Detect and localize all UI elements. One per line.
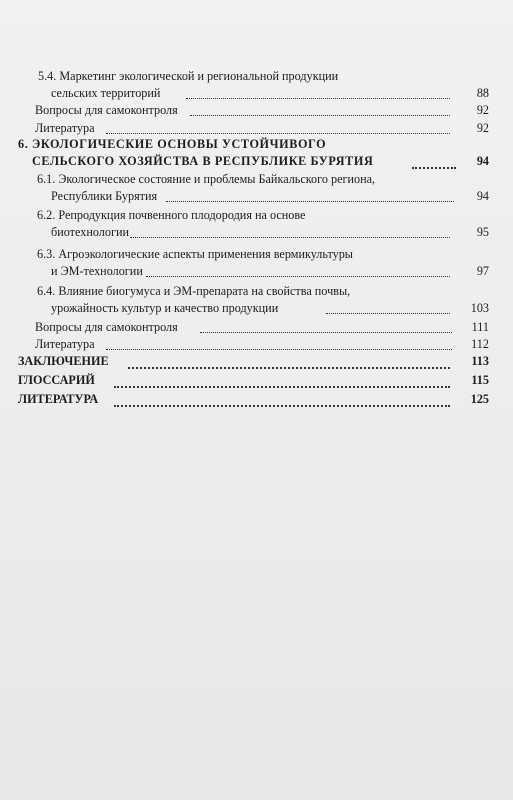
toc-leader-dots bbox=[412, 167, 456, 169]
toc-leader-dots bbox=[128, 367, 450, 369]
toc-entry-title-cont: Республики Бурятия bbox=[51, 189, 158, 203]
toc-entry-title-cont: биотехнологии bbox=[51, 225, 129, 239]
toc-page-number: 95 bbox=[476, 225, 489, 239]
toc-page-number: 103 bbox=[470, 301, 489, 315]
toc-section-title: ГЛОССАРИЙ bbox=[18, 373, 95, 387]
toc-section-title: ЗАКЛЮЧЕНИЕ bbox=[18, 354, 109, 368]
toc-entry-title: 5.4. Маркетинг экологической и региональной продукции bbox=[38, 69, 339, 83]
toc-entry-title: Литература bbox=[35, 337, 95, 351]
toc-entry-title: Вопросы для самоконтроля bbox=[35, 103, 178, 117]
toc-page-number: 92 bbox=[476, 121, 489, 135]
toc-entry-title-cont: сельских территорий bbox=[51, 86, 161, 100]
toc-leader-dots bbox=[190, 115, 450, 116]
toc-chapter-title: 6. ЭКОЛОГИЧЕСКИЕ ОСНОВЫ УСТОЙЧИВОГО bbox=[18, 137, 327, 151]
toc-leader-dots bbox=[106, 349, 452, 350]
toc-page-number: 113 bbox=[471, 354, 489, 368]
toc-chapter-title-cont: СЕЛЬСКОГО ХОЗЯЙСТВА В РЕСПУБЛИКЕ БУРЯТИЯ bbox=[32, 154, 374, 168]
toc-entry-title: 6.4. Влияние биогумуса и ЭМ-препарата на свойства почвы, bbox=[37, 284, 351, 298]
toc-page-number: 88 bbox=[476, 86, 489, 100]
toc-page-number: 94 bbox=[476, 189, 489, 203]
toc-page-number: 92 bbox=[476, 103, 489, 117]
toc-section-title: ЛИТЕРАТУРА bbox=[18, 392, 99, 406]
toc-page-number: 125 bbox=[470, 392, 489, 406]
toc-entry-title: 6.2. Репродукция почвенного плодородия на основе bbox=[37, 208, 306, 222]
toc-leader-dots bbox=[114, 386, 450, 388]
toc-page-number: 112 bbox=[471, 337, 489, 351]
toc-leader-dots bbox=[114, 405, 450, 407]
toc-entry-title: Литература bbox=[35, 121, 95, 135]
toc-entry-title: Вопросы для самоконтроля bbox=[35, 320, 178, 334]
toc-page-number: 115 bbox=[471, 373, 489, 387]
toc-leader-dots bbox=[130, 237, 450, 238]
toc-leader-dots bbox=[166, 201, 454, 202]
toc-page-number: 97 bbox=[476, 264, 489, 278]
toc-entry-title-cont: и ЭМ-технологии bbox=[51, 264, 143, 278]
toc-leader-dots bbox=[146, 276, 450, 277]
toc-leader-dots bbox=[200, 332, 452, 333]
toc-page-number: 111 bbox=[471, 320, 489, 334]
toc-entry-title: 6.1. Экологическое состояние и проблемы Байкальского региона, bbox=[37, 172, 376, 186]
toc-page-number: 94 bbox=[476, 154, 489, 168]
toc-leader-dots bbox=[326, 313, 450, 314]
toc-entry-title: 6.3. Агроэкологические аспекты применения вермикультуры bbox=[37, 247, 353, 261]
toc-leader-dots bbox=[106, 133, 450, 134]
toc-entry-title-cont: урожайность культур и качество продукции bbox=[51, 301, 279, 315]
toc-leader-dots bbox=[186, 98, 450, 99]
